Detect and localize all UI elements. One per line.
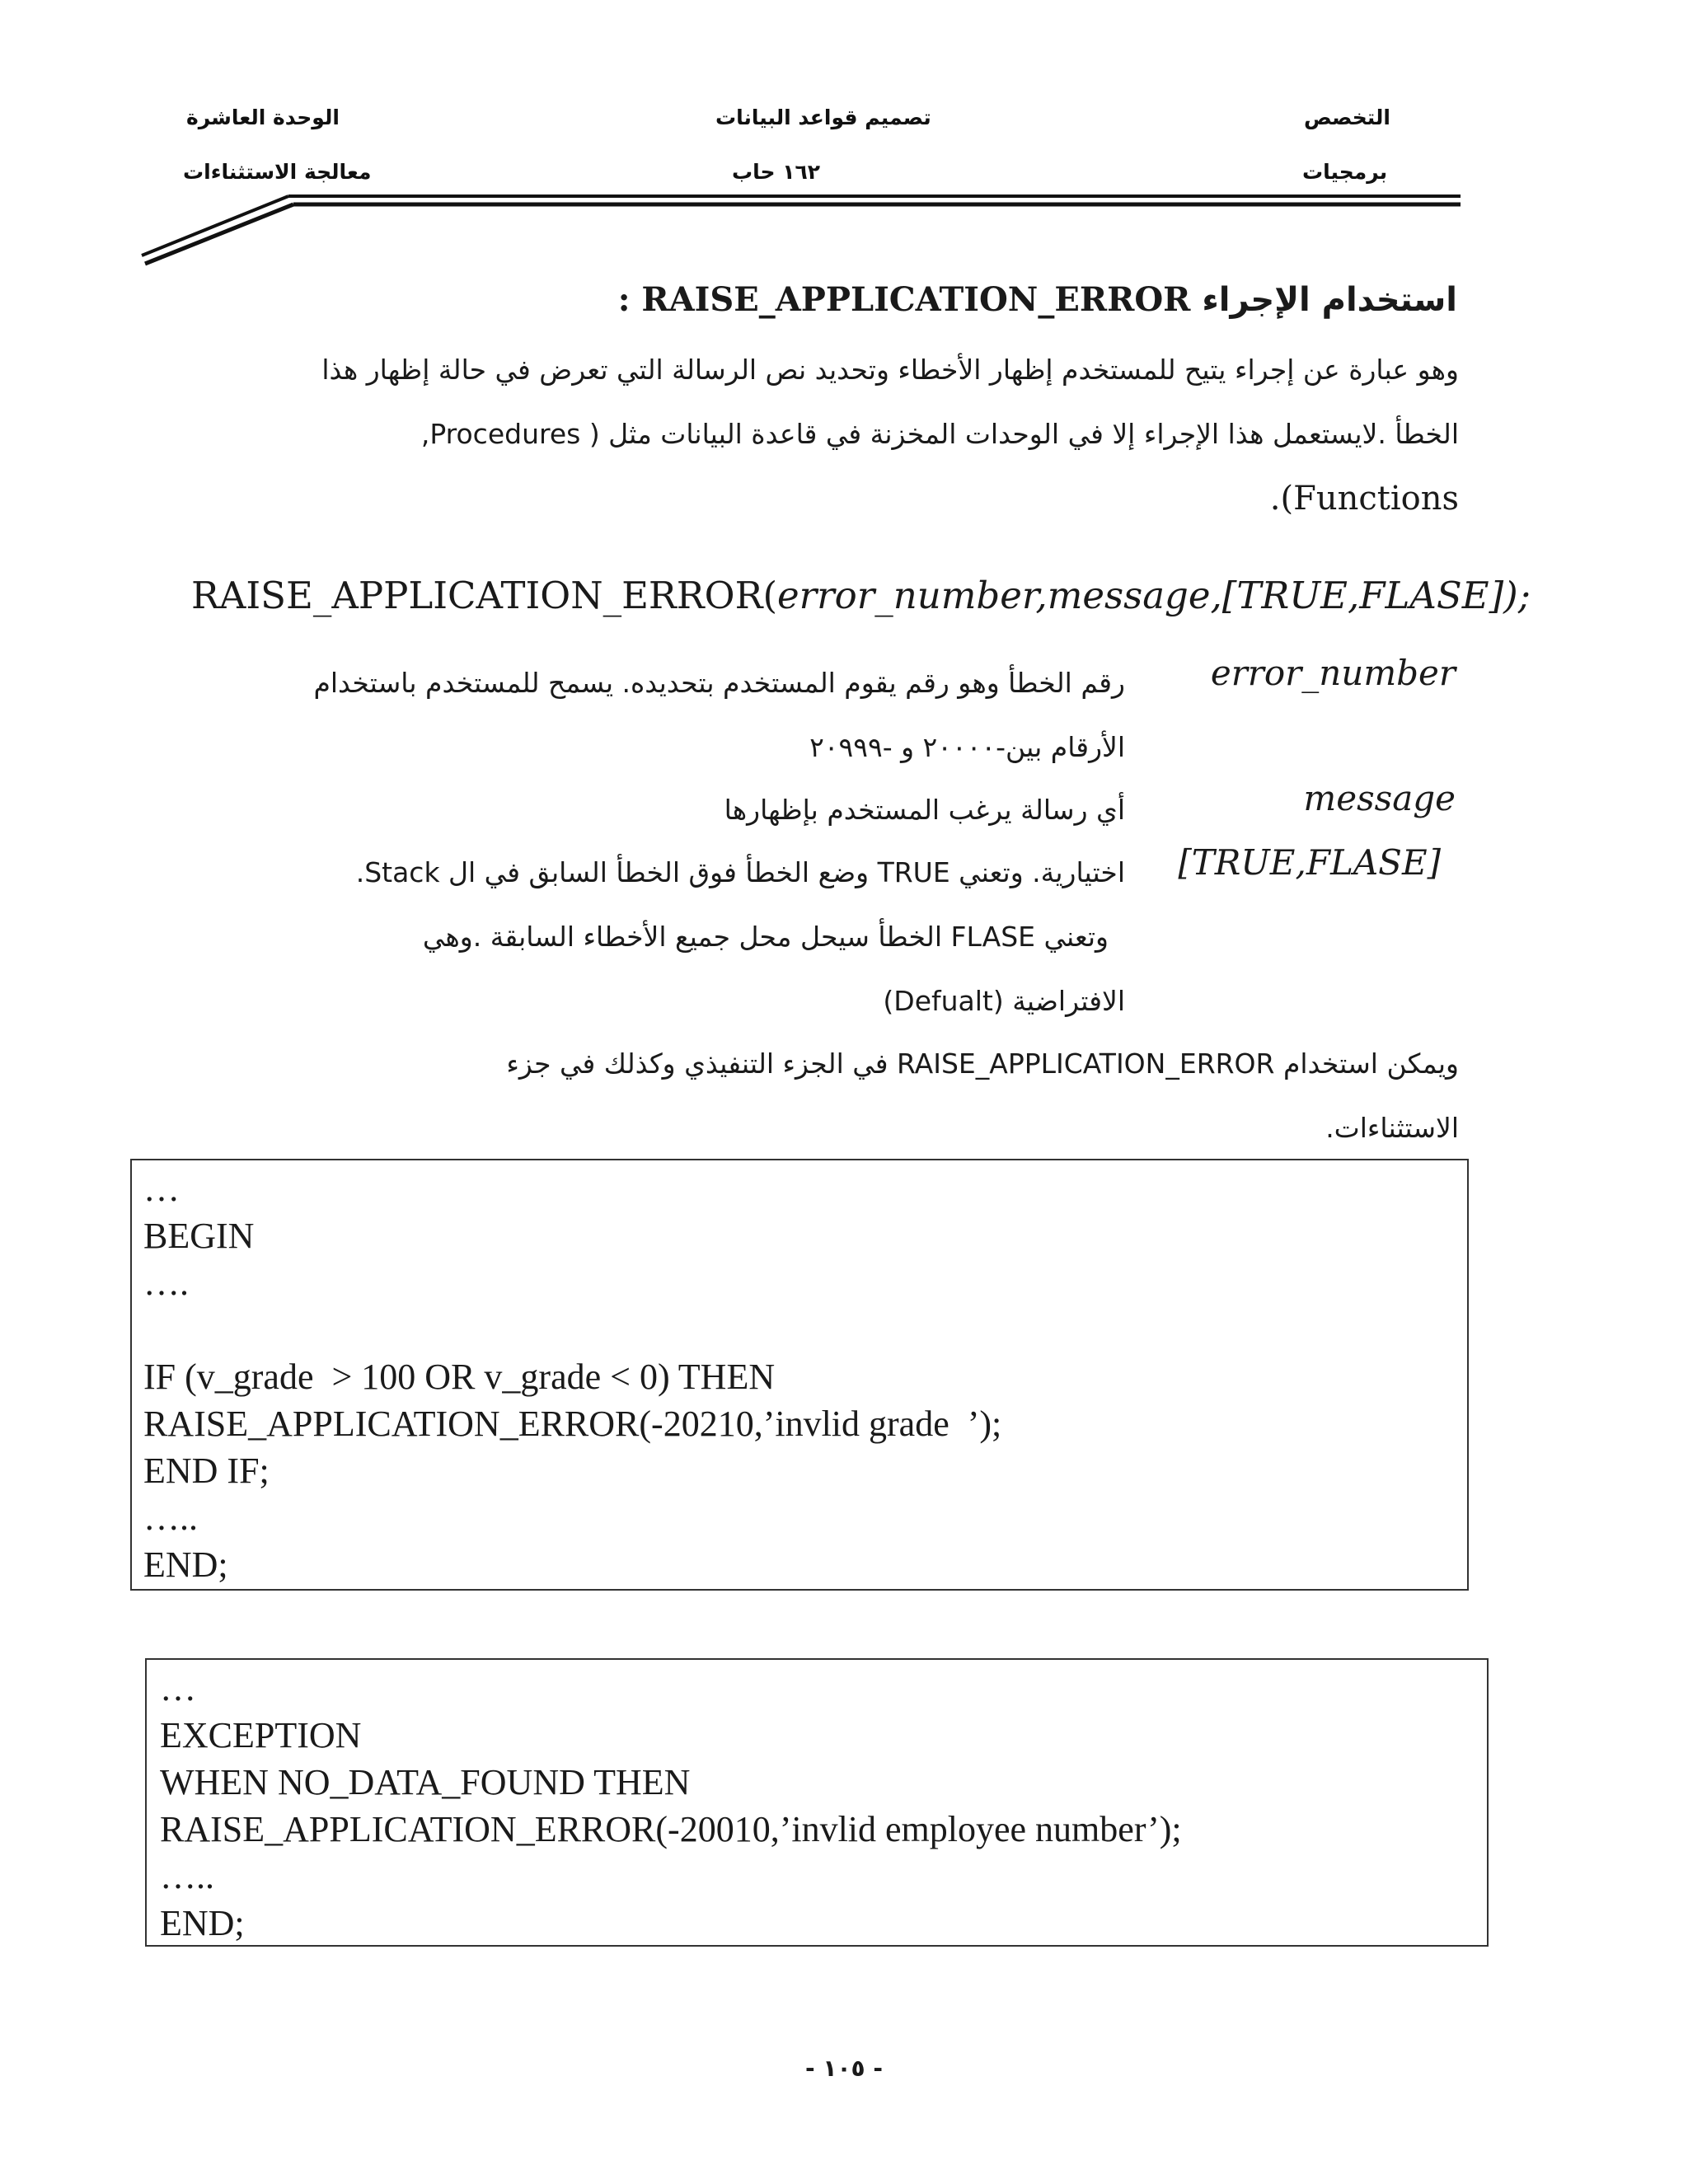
header-course: تصميم قواعد البيانات (715, 105, 931, 129)
code-line: … (143, 1169, 180, 1209)
code-line: EXCEPTION (160, 1715, 362, 1755)
param-desc-line: وتعني FLASE الخطأ سيحل محل جميع الأخطاء السابقة .وهي (422, 921, 1109, 953)
header-major: برمجيات (1302, 160, 1388, 184)
section-title-arabic: استخدام الإجراء (1202, 281, 1457, 319)
header-unit-topic: معالجة الاستثناءات (183, 160, 372, 184)
code-example-box (130, 1159, 1469, 1591)
code-line: WHEN NO_DATA_FOUND THEN (160, 1762, 691, 1802)
param-desc-line: الأرقام بين-٢٠٠٠٠ و -٢٠٩٩٩ (809, 731, 1125, 763)
syntax-args: error_number,message,[TRUE,FLASE]); (777, 574, 1531, 617)
param-name: error_number (1210, 653, 1456, 693)
header-unit: الوحدة العاشرة (186, 105, 340, 129)
param-desc-line: أي رسالة يرغب المستخدم بإظهارها (724, 794, 1125, 826)
note-line-1: ويمكن استخدام RAISE_APPLICATION_ERROR في الجزء التنفيذي وكذلك في جزء (506, 1047, 1459, 1080)
code-line: END IF; (143, 1451, 270, 1491)
code-line: ….. (160, 1856, 214, 1896)
param-name: [TRUE,FLASE] (1178, 842, 1441, 883)
page-number: - ١٠٥ - (804, 2055, 884, 2082)
intro-paragraph (124, 338, 1459, 531)
section-title-english: RAISE_APPLICATION_ERROR (641, 280, 1191, 319)
syntax-name: RAISE_APPLICATION_ERROR( (191, 574, 778, 617)
note-paragraph (124, 1032, 1459, 1160)
intro-line-3: Functions). (1269, 480, 1459, 518)
header-course-code: ١٦٢ حاب (732, 160, 821, 184)
intro-line-2: الخطأ .لايستعمل هذا الإجراء إلا في الوحدات المخزنة في قاعدة البيانات مثل ( Procedures, (420, 418, 1459, 450)
code-line: BEGIN (143, 1216, 255, 1256)
param-desc-line: الافتراضية (Defualt) (883, 985, 1125, 1017)
header-major-label: التخصص (1304, 105, 1390, 129)
code-line (143, 1306, 1456, 1353)
code-line: RAISE_APPLICATION_ERROR(-20010,’invlid employee number’); (160, 1809, 1182, 1849)
section-title (618, 280, 1457, 319)
param-description (177, 651, 1125, 780)
code-line: RAISE_APPLICATION_ERROR(-20210,’invlid grade ’); (143, 1404, 1002, 1444)
code-line: END; (143, 1544, 228, 1585)
note-line-2: الاستثناءات. (1325, 1112, 1459, 1144)
section-title-colon: : (617, 280, 631, 319)
code-line: …. (143, 1263, 189, 1303)
param-desc-line: اختيارية. وتعني TRUE وضع الخطأ فوق الخطأ السابق في ال Stack. (355, 856, 1125, 888)
param-name: message (1303, 778, 1456, 818)
param-description (177, 778, 1125, 842)
param-description (0, 841, 1125, 1033)
header-rule (0, 0, 1688, 280)
code-line: ….. (143, 1497, 198, 1538)
intro-line-1: وهو عبارة عن إجراء يتيح للمستخدم إظهار الأخطاء وتحديد نص الرسالة التي تعرض في حالة إظهار هذا (321, 354, 1459, 386)
code-line: IF (v_grade > 100 OR v_grade < 0) THEN (143, 1357, 776, 1397)
syntax-line (191, 574, 1531, 617)
code-example-box (145, 1658, 1489, 1947)
param-desc-line: رقم الخطأ وهو رقم يقوم المستخدم بتحديده. يسمح للمستخدم باستخدام (313, 667, 1125, 699)
code-line: … (160, 1668, 196, 1708)
code-line: END; (160, 1903, 245, 1943)
